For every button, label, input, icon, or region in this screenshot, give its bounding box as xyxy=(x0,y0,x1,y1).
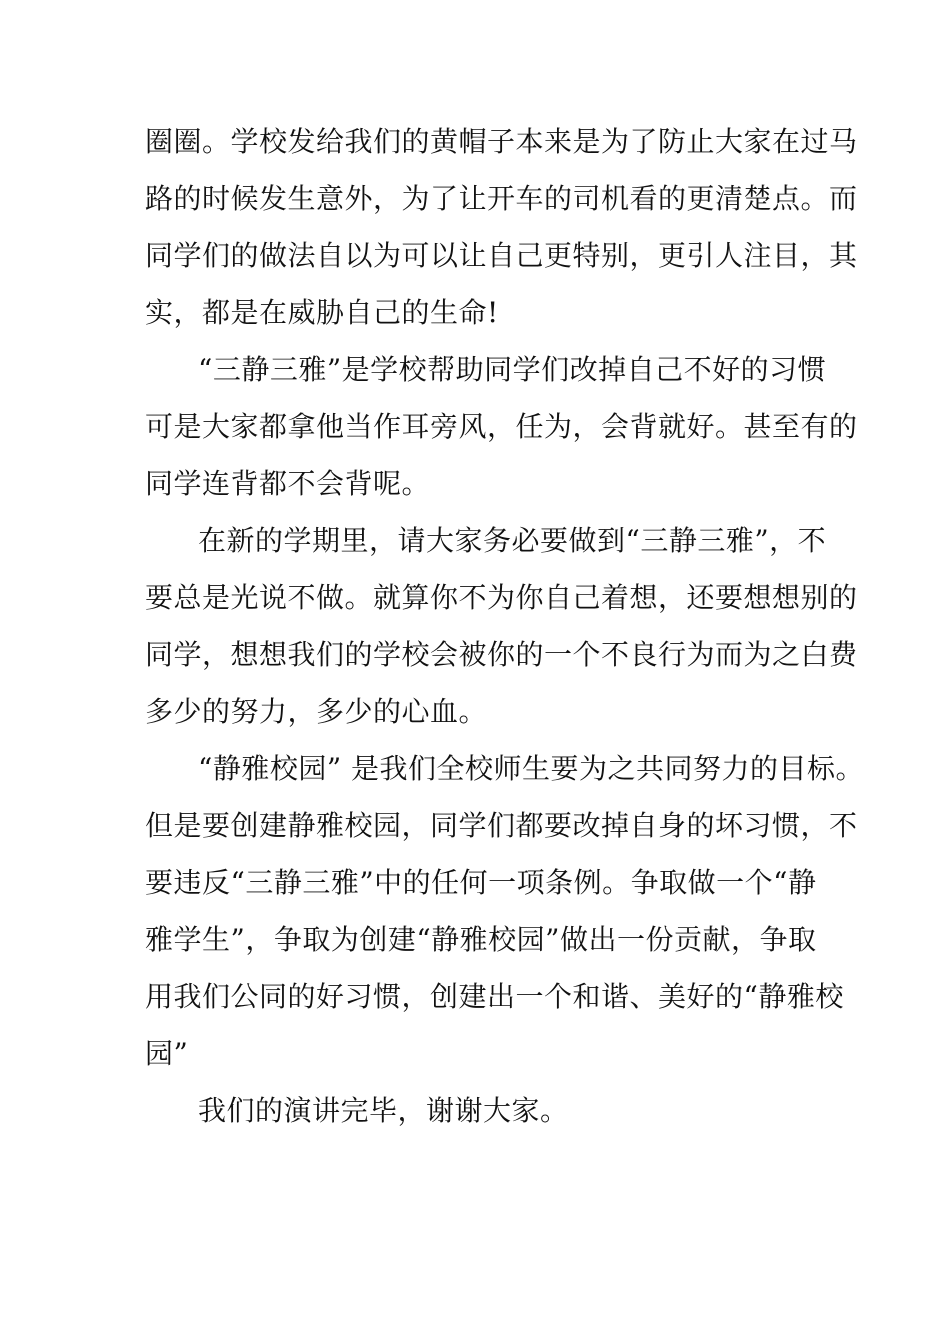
text-line: 要总是光说不做。就算你不为你自己着想，还要想想别的 xyxy=(145,581,858,614)
text-line: “静雅校园” 是我们全校师生要为之共同努力的目标。 xyxy=(198,752,865,785)
text-line: 同学们的做法自以为可以让自己更特别，更引人注目，其 xyxy=(145,239,858,272)
text-line: 实，都是在威胁自己的生命! xyxy=(145,296,499,329)
text-line: 同学，想想我们的学校会被你的一个不良行为而为之白费 xyxy=(145,638,858,671)
text-line: 但是要创建静雅校园，同学们都要改掉自身的坏习惯，不 xyxy=(145,809,858,842)
text-line: 路的时候发生意外，为了让开车的司机看的更清楚点。而 xyxy=(145,182,858,215)
text-line: 多少的努力，多少的心血。 xyxy=(145,695,488,728)
text-line: 同学连背都不会背呢。 xyxy=(145,467,431,500)
text-line: 雅学生”，争取为创建“静雅校园”做出一份贡献，争取 xyxy=(145,923,817,956)
text-line: 园” xyxy=(145,1037,189,1070)
text-line: 用我们公同的好习惯，创建出一个和谐、美好的“静雅校 xyxy=(145,980,844,1013)
text-line: 可是大家都拿他当作耳旁风，任为，会背就好。甚至有的 xyxy=(145,410,858,443)
text-line: 在新的学期里，请大家务必要做到“三静三雅”，不 xyxy=(198,524,827,557)
text-line: “三静三雅”是学校帮助同学们改掉自己不好的习惯 xyxy=(198,353,827,386)
text-line: 要违反“三静三雅”中的任何一项条例。争取做一个“静 xyxy=(145,866,817,899)
text-line: 我们的演讲完毕，谢谢大家。 xyxy=(198,1094,569,1127)
text-line: 圈圈。学校发给我们的黄帽子本来是为了防止大家在过马 xyxy=(145,125,858,158)
